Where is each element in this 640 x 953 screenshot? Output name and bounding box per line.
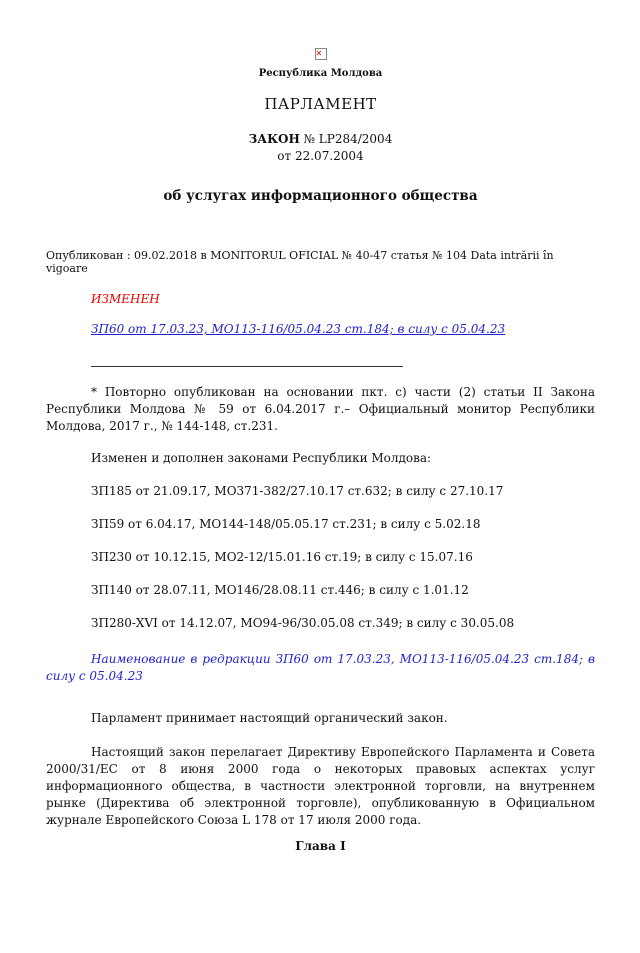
law-title: об услугах информационного общества: [163, 188, 478, 204]
law-heading: [46, 131, 595, 165]
modified-label: ИЗМЕНЕН: [91, 292, 160, 306]
name-note: Наименование в редракции ЗП60 от 17.03.23, MO113-116/05.04.23 ст.184; в силу с 05.04.23: [46, 652, 595, 683]
chapter-heading: Глава I: [295, 839, 346, 853]
divider: [46, 366, 595, 367]
amendment-item: ЗП140 от 28.07.11, МО146/28.08.11 ст.446; в силу с 1.01.12: [91, 583, 469, 597]
law-date: от 22.07.2004: [277, 149, 364, 163]
modified-link[interactable]: ЗП60 от 17.03.23, MO113-116/05.04.23 ст.184; в силу с 05.04.23: [91, 322, 506, 336]
footnote: * Повторно опубликован на основании пкт. c) части (2) статьи II Закона Республики Молдова № 59 от 6.04.2017 г.– Официальный монитор Республики Молдова, 2017 г., № 144-148, ст.231.: [46, 385, 595, 433]
amendment-item: ЗП230 от 10.12.15, МО2-12/15.01.16 ст.19; в силу с 15.07.16: [91, 550, 473, 564]
parliament-heading: ПАРЛАМЕНТ: [264, 95, 377, 113]
broken-image-icon: ✕: [315, 48, 327, 60]
adopts-text: Парламент принимает настоящий органический закон.: [91, 711, 448, 725]
law-word: ЗАКОН: [248, 132, 300, 146]
republic-label: Республика Молдова: [258, 68, 383, 79]
directive-text: Настоящий закон перелагает Директиву Европейского Парламента и Совета 2000/31/ЕС от 8 июня 2000 года о некоторых правовых аспектах услуг информационного общества, в частности электронной торговли, на внутреннем рынке (Директива об электронной торговле), опубликованную в Официальном журнале Европейского Союза L 178 от 17 июля 2000 года.: [46, 745, 595, 827]
law-number: № LP284/2004: [303, 132, 393, 146]
document-page: [0, 48, 640, 853]
amendment-item: ЗП280-XVI от 14.12.07, МО94-96/30.05.08 ст.349; в силу с 30.05.08: [91, 616, 515, 630]
amended-intro: Изменен и дополнен законами Республики Молдова:: [91, 451, 432, 465]
amendment-item: ЗП59 от 6.04.17, МО144-148/05.05.17 ст.231; в силу с 5.02.18: [91, 517, 481, 531]
amendment-item: ЗП185 от 21.09.17, МО371-382/27.10.17 ст.632; в силу с 27.10.17: [91, 484, 504, 498]
published-info: Опубликован : 09.02.2018 в MONITORUL OFICIAL № 40-47 статья № 104 Data intrării în vigoare: [46, 249, 554, 275]
